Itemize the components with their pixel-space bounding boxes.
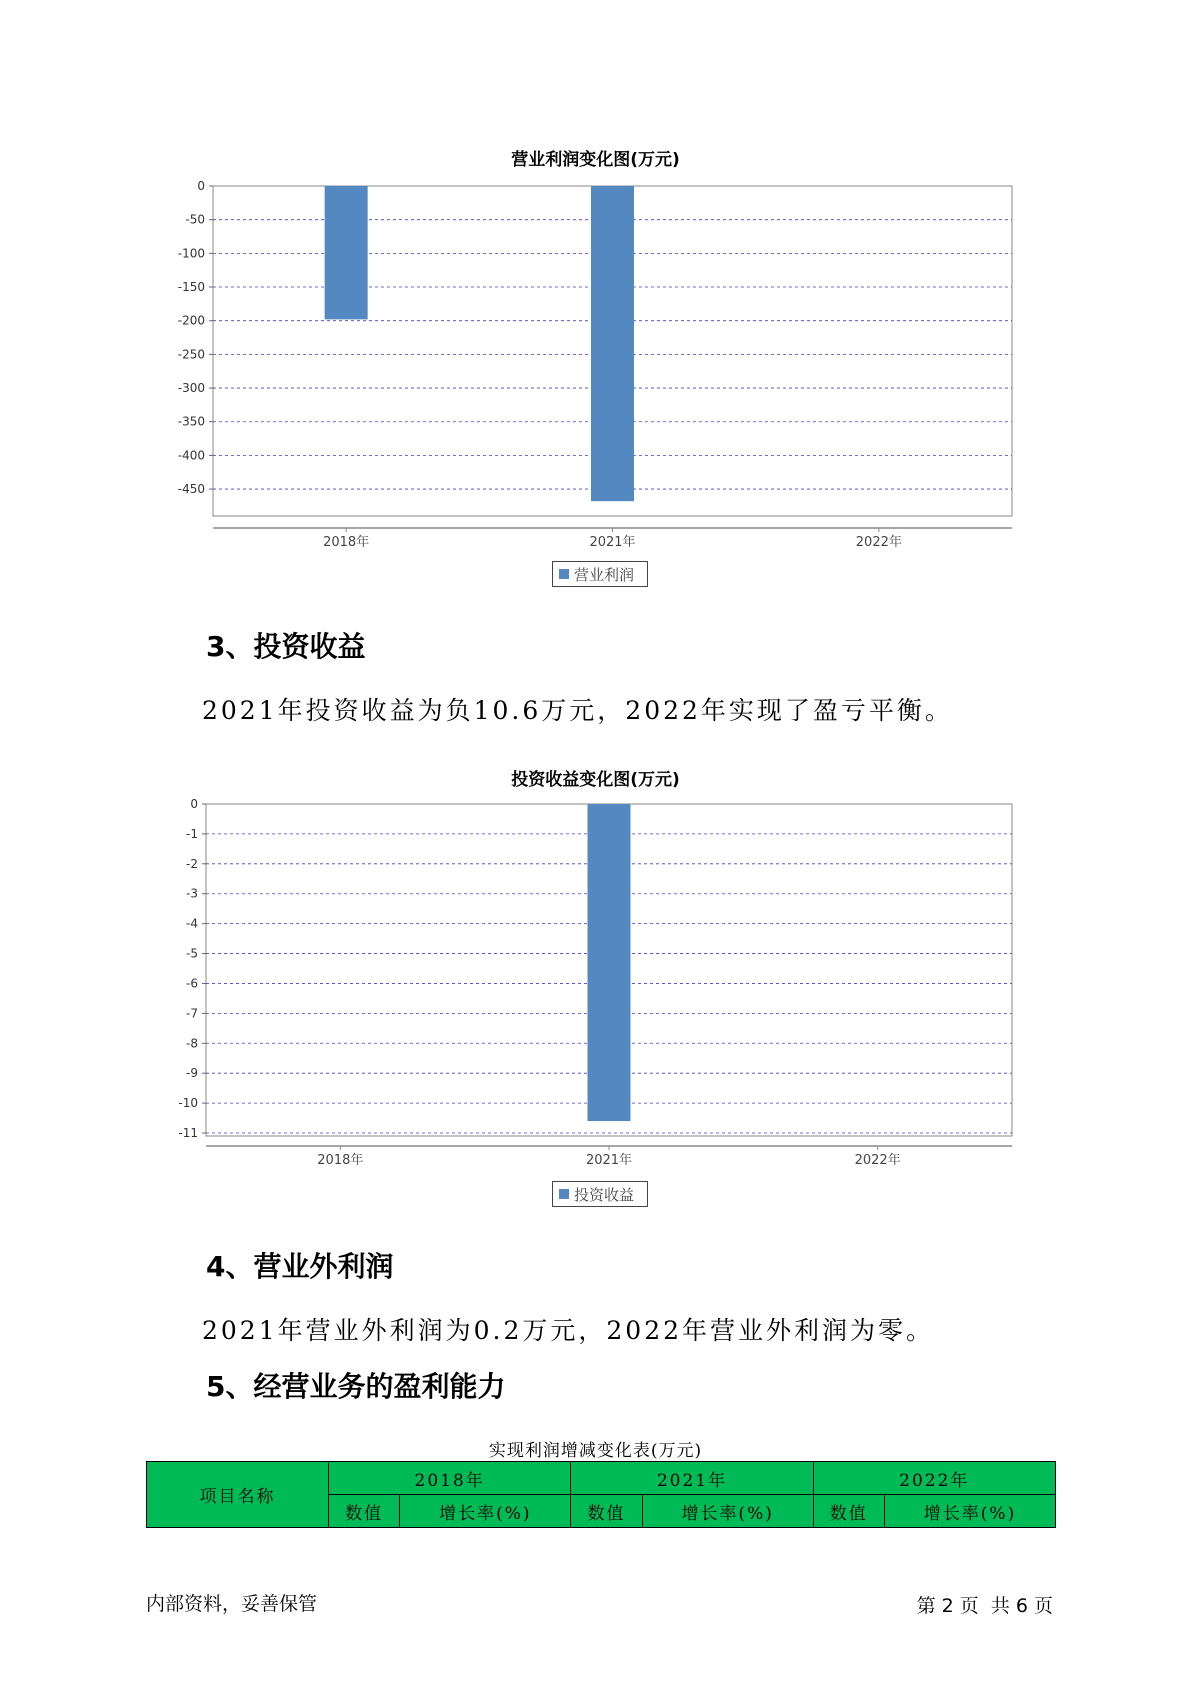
y-tick-label: -5 bbox=[186, 946, 198, 961]
y-tick-label: 0 bbox=[197, 179, 205, 193]
footer-page-number: 第 2 页 共 6 页 bbox=[916, 1595, 1053, 1617]
y-tick-label: -350 bbox=[177, 414, 205, 429]
table-title: 实现利润增减变化表(万元) bbox=[488, 1441, 703, 1461]
section-4-heading: 4、营业外利润 bbox=[206, 1250, 394, 1283]
table-item-header: 项目名称 bbox=[147, 1462, 329, 1528]
y-tick-label: -250 bbox=[177, 347, 205, 362]
table-rate-header: 增长率(%) bbox=[400, 1495, 571, 1528]
profit-change-table bbox=[146, 1461, 1056, 1528]
chart2-legend bbox=[552, 1181, 648, 1207]
y-tick-label: -7 bbox=[186, 1006, 198, 1021]
y-tick-label: -1 bbox=[186, 826, 198, 841]
y-tick-label: -4 bbox=[186, 916, 198, 931]
bar-2018年 bbox=[325, 186, 368, 319]
y-tick-label: -2 bbox=[186, 856, 198, 871]
table-rate-header: 增长率(%) bbox=[642, 1495, 813, 1528]
legend-swatch-icon bbox=[559, 569, 569, 579]
y-tick-label: -300 bbox=[177, 381, 205, 396]
chart2-legend-label: 投资收益 bbox=[574, 1185, 635, 1204]
y-tick-label: -11 bbox=[178, 1126, 198, 1141]
x-tick-label: 2018年 bbox=[317, 1153, 364, 1168]
legend-swatch-icon bbox=[559, 1189, 569, 1199]
table-year-header: 2018年 bbox=[329, 1462, 571, 1495]
table-value-header: 数值 bbox=[329, 1495, 400, 1528]
section-5-heading: 5、经营业务的盈利能力 bbox=[206, 1370, 506, 1403]
operating-profit-chart bbox=[0, 0, 1191, 560]
chart2-title: 投资收益变化图(万元) bbox=[511, 770, 680, 790]
chart1-title: 营业利润变化图(万元) bbox=[511, 150, 680, 170]
y-tick-label: -450 bbox=[177, 482, 205, 497]
x-tick-label: 2022年 bbox=[854, 1153, 901, 1168]
chart1-legend bbox=[552, 561, 648, 587]
section-3-text: 2021年投资收益为负10.6万元，2022年实现了盈亏平衡。 bbox=[202, 696, 953, 725]
y-tick-label: -400 bbox=[177, 448, 205, 463]
table-rate-header: 增长率(%) bbox=[884, 1495, 1055, 1528]
y-tick-label: -3 bbox=[186, 886, 198, 901]
y-tick-label: -200 bbox=[177, 313, 205, 328]
y-tick-label: -50 bbox=[185, 212, 205, 227]
investment-income-chart bbox=[0, 780, 1191, 1180]
y-tick-label: -150 bbox=[177, 280, 205, 295]
x-tick-label: 2021年 bbox=[585, 1153, 633, 1168]
table-value-header: 数值 bbox=[571, 1495, 642, 1528]
table-value-header: 数值 bbox=[813, 1495, 884, 1528]
x-tick-label: 2022年 bbox=[855, 535, 902, 550]
bar-2021年 bbox=[588, 804, 631, 1121]
y-tick-label: -10 bbox=[178, 1096, 198, 1111]
bar-2021年 bbox=[591, 186, 634, 501]
y-tick-label: -9 bbox=[186, 1066, 198, 1081]
table-year-header: 2022年 bbox=[813, 1462, 1055, 1495]
chart1-legend-label: 营业利润 bbox=[574, 565, 635, 584]
table-year-header: 2021年 bbox=[571, 1462, 813, 1495]
y-tick-label: -8 bbox=[186, 1036, 198, 1051]
y-tick-label: 0 bbox=[190, 797, 198, 811]
x-tick-label: 2018年 bbox=[323, 535, 370, 550]
x-tick-label: 2021年 bbox=[589, 535, 636, 550]
footer-confidential: 内部资料，妥善保管 bbox=[146, 1593, 318, 1615]
y-tick-label: -6 bbox=[186, 976, 198, 991]
section-4-text: 2021年营业外利润为0.2万元，2022年营业外利润为零。 bbox=[202, 1316, 935, 1345]
y-tick-label: -100 bbox=[177, 246, 205, 261]
section-3-heading: 3、投资收益 bbox=[206, 630, 366, 663]
